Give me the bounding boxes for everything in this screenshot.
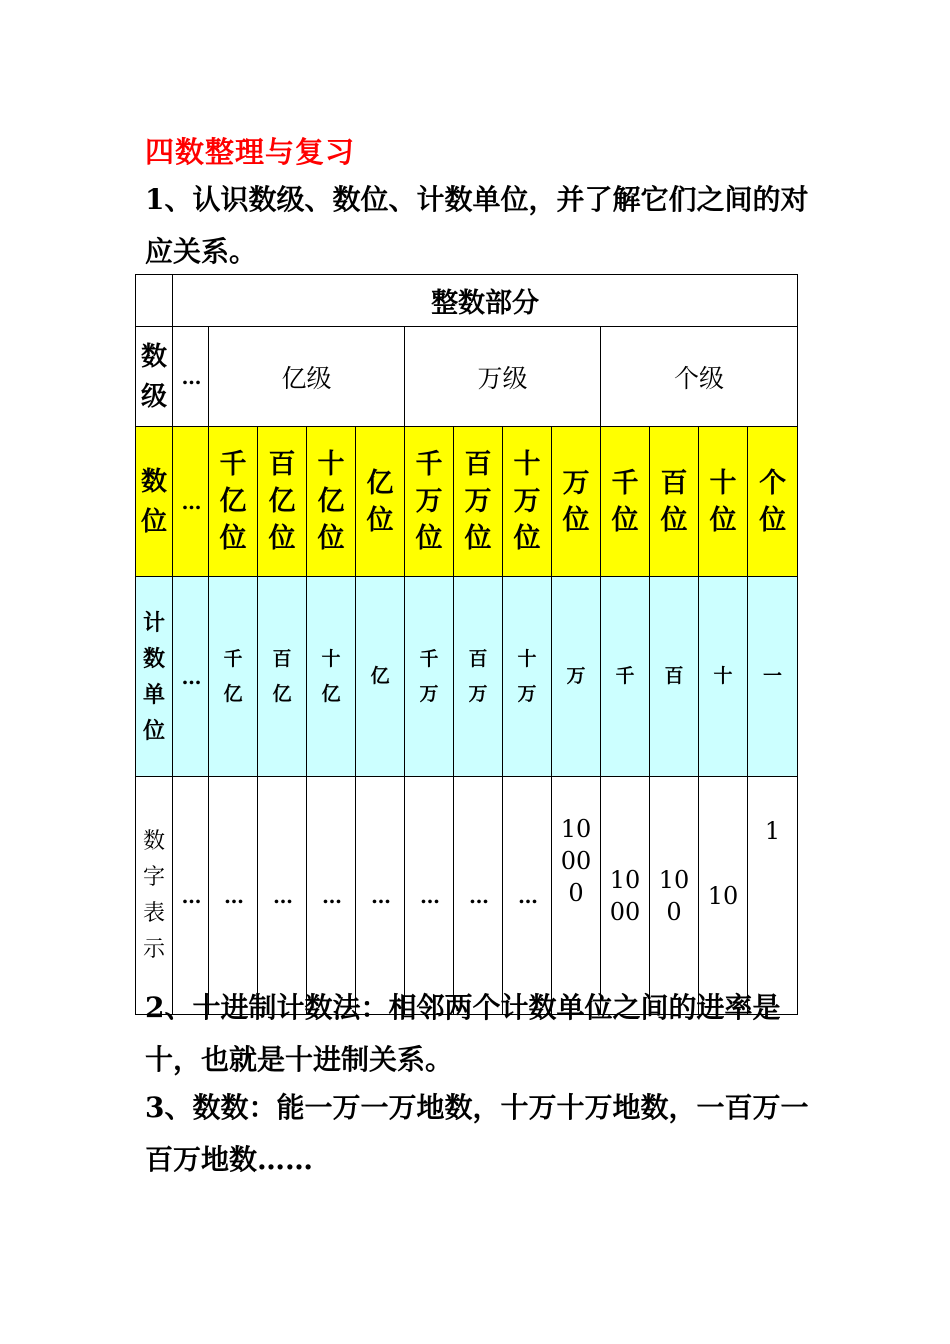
place-value-table [135,274,798,1015]
place-cell: 千 位 [601,427,650,577]
level-ellipsis: … [173,327,209,427]
level-wan: 万级 [405,327,601,427]
unit-cell: 百 [650,577,699,777]
digit-cell: 1 [748,777,798,1015]
corner-cell [136,275,173,327]
digit-cell: 10 00 0 [552,777,601,1015]
paragraph-2: 2、十进制计数法：相邻两个计数单位之间的进率是十，也就是十进制关系。 [145,991,781,1076]
digit-cell: 10 [699,777,748,1015]
place-cell: 百 万 位 [454,427,503,577]
unit-ellipsis: … [173,577,209,777]
digit-cell: … [503,777,552,1015]
place-cell: 亿 位 [356,427,405,577]
level-ge: 个级 [601,327,798,427]
unit-cell: 十 [699,577,748,777]
place-label: 数 位 [136,427,173,577]
place-cell: 十 万 位 [503,427,552,577]
unit-cell: 亿 [356,577,405,777]
digit-cell: … [454,777,503,1015]
table-header: 整数部分 [173,275,798,327]
digit-ellipsis: … [173,777,209,1015]
digit-cell: … [209,777,258,1015]
place-cell: 十 位 [699,427,748,577]
unit-cell: 百 万 [454,577,503,777]
paragraph-1: 1、认识数级、数位、计数单位，并了解它们之间的对应关系。 [145,183,809,268]
unit-cell: 万 [552,577,601,777]
level-label: 数 级 [136,327,173,427]
level-yi: 亿级 [209,327,405,427]
digit-cell: … [356,777,405,1015]
digit-cell: 10 00 [601,777,650,1015]
unit-cell: 千 亿 [209,577,258,777]
place-cell: 千 万 位 [405,427,454,577]
unit-cell: 千 万 [405,577,454,777]
digit-label: 数 字 表 示 [136,777,173,1015]
place-cell: 百 位 [650,427,699,577]
paragraph-3: 3、数数：能一万一万地数，十万十万地数，一百万一百万地数…… [145,1091,809,1176]
place-cell: 万 位 [552,427,601,577]
place-cell: 十 亿 位 [307,427,356,577]
unit-cell: 十 亿 [307,577,356,777]
unit-label: 计 数 单 位 [136,577,173,777]
page-title: 四数整理与复习 [145,135,356,169]
digit-cell: 10 0 [650,777,699,1015]
place-ellipsis: … [173,427,209,577]
unit-cell: 一 [748,577,798,777]
unit-cell: 十 万 [503,577,552,777]
place-cell: 千 亿 位 [209,427,258,577]
unit-cell: 千 [601,577,650,777]
unit-cell: 百 亿 [258,577,307,777]
place-cell: 个 位 [748,427,798,577]
digit-cell: … [258,777,307,1015]
place-cell: 百 亿 位 [258,427,307,577]
digit-cell: … [307,777,356,1015]
digit-cell: … [405,777,454,1015]
